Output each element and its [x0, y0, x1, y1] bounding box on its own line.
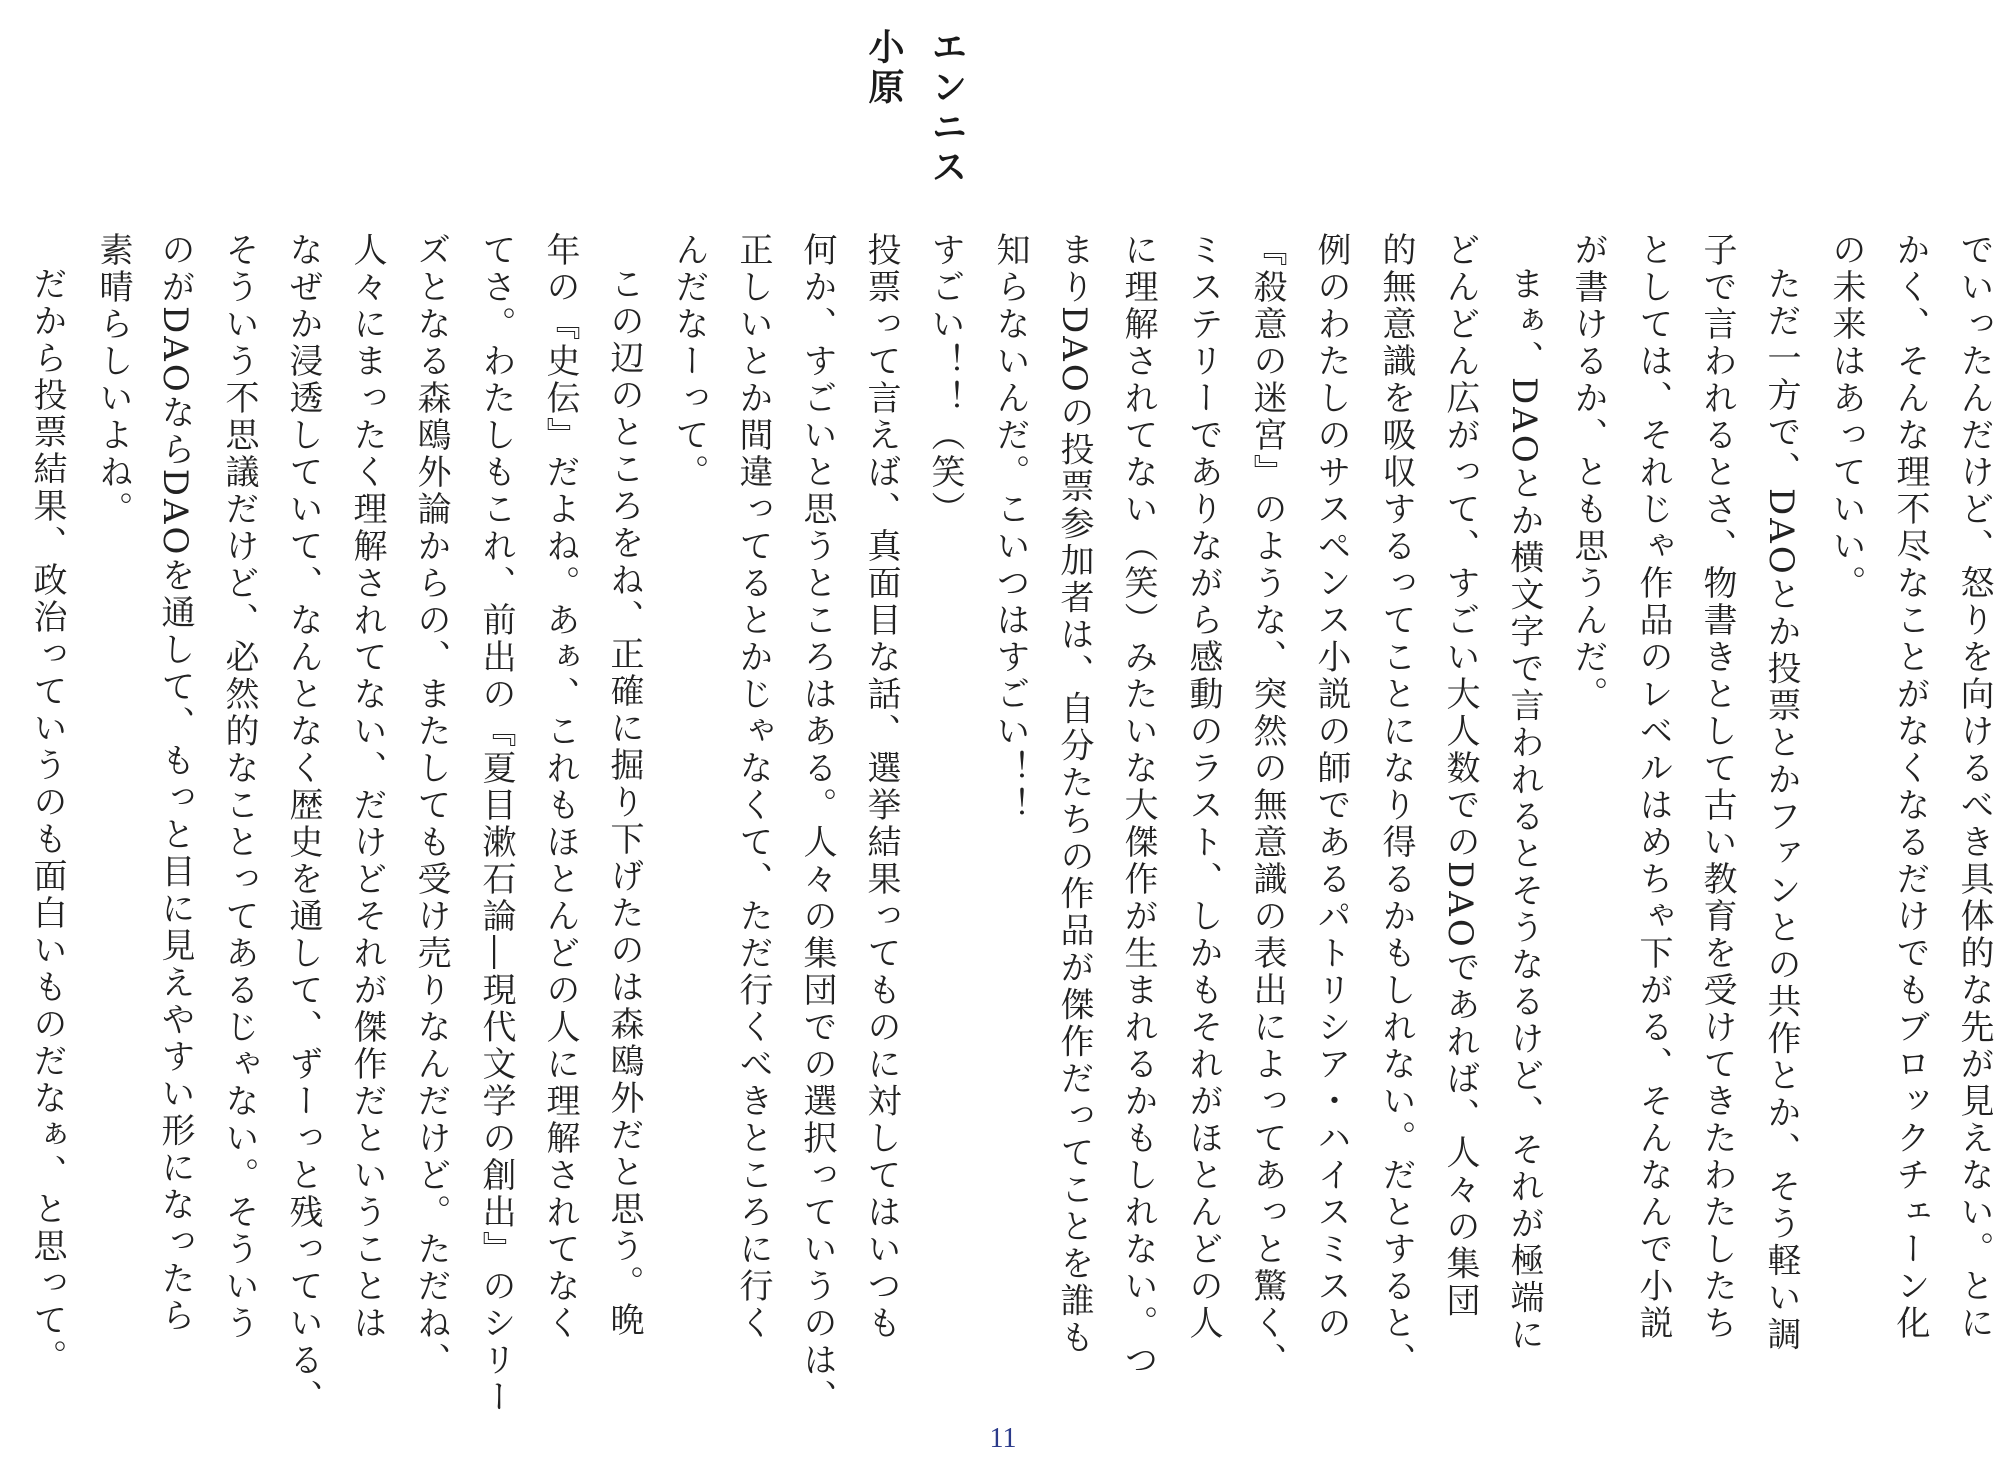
text-column-22: この辺のところをね、正確に掘り下げたのは森鴎外だと思う。晩 — [604, 266, 644, 1339]
text-column-8: まぁ、DAOとか横文字で言われるとそうなるけど、それが極端に — [1504, 266, 1544, 1354]
text-column-21: んだなーって。 — [669, 232, 709, 491]
text-column-15: まりDAOの投票参加者は、自分たちの作品が傑作だってことを誰も — [1054, 232, 1094, 1357]
text-column-19: 何か、すごいと思うところはある。人々の集団での選択っていうのは、 — [797, 232, 837, 1416]
text-column-17: すごい！！（笑） — [925, 232, 965, 528]
text-column-18: 投票って言えば、真面目な話、選挙結果ってものに対してはいつも — [861, 232, 901, 1342]
text-column-14: に理解されてない（笑）みたいな大傑作が生まれるかもしれない。つ — [1118, 232, 1158, 1379]
text-column-10: 的無意識を吸収するってことになり得るかもしれない。だとすると、 — [1376, 232, 1416, 1379]
text-column-16: 知らないんだ。こいつはすごい！！ — [990, 232, 1030, 824]
text-column-6: としては、それじゃ作品のレベルはめちゃ下がる、そんなんで小説 — [1633, 232, 1673, 1342]
text-column-9: どんどん広がって、すごい大人数でのDAOであれば、人々の集団 — [1440, 232, 1480, 1320]
text-column-29: のがDAOならDAOを通して、もっと目に見えやすい形になったら — [155, 232, 195, 1335]
text-column-27: なぜか浸透していて、なんとなく歴史を通して、ずーっと残っている、 — [283, 232, 323, 1416]
text-column-31: だから投票結果、政治っていうのも面白いものだなぁ、と思って。 — [27, 266, 67, 1376]
text-column-25: ズとなる森鴎外論からの、またしても受け売りなんだけど。ただね、 — [411, 232, 451, 1379]
text-column-24: てさ。わたしもこれ、前出の『夏目漱石論―現代文学の創出』のシリー — [476, 232, 516, 1416]
text-column-28: そういう不思議だけど、必然的なことってあるじゃない。そういう — [219, 232, 259, 1342]
text-column-4: ただ一方で、DAOとか投票とかファンとの共作とか、そう軽い調 — [1761, 266, 1801, 1354]
text-column-13: ミステリーでありながら感動のラスト、しかもそれがほとんどの人 — [1183, 232, 1223, 1342]
text-column-30: 素晴らしいよね。 — [93, 232, 133, 528]
text-column-23: 年の『史伝』だよね。あぁ、これもほとんどの人に理解されてなく — [540, 232, 580, 1342]
text-column-1: でいったんだけど、怒りを向けるべき具体的な先が見えない。とに — [1954, 232, 1994, 1342]
speaker-label-ennis: エンニス — [926, 28, 967, 188]
page-number: 11 — [989, 1423, 1017, 1454]
speaker-label-ohara: 小原 — [863, 28, 904, 108]
text-column-2: かく、そんな理不尽なことがなくなるだけでもブロックチェーン化 — [1890, 232, 1930, 1342]
text-column-20: 正しいとか間違ってるとかじゃなくて、ただ行くべきところに行く — [733, 232, 773, 1342]
text-column-7: が書けるか、とも思うんだ。 — [1568, 232, 1608, 713]
text-column-3: の未来はあっていい。 — [1826, 232, 1866, 602]
text-column-5: 子で言われるとさ、物書きとして古い教育を受けてきたわたしたち — [1697, 232, 1737, 1342]
text-column-12: 『殺意の迷宮』のような、突然の無意識の表出によってあっと驚く、 — [1247, 232, 1287, 1379]
text-column-11: 例のわたしのサスペンス小説の師であるパトリシア・ハイスミスの — [1311, 232, 1351, 1342]
text-column-26: 人々にまったく理解されてない、だけどそれが傑作だということは — [347, 232, 387, 1342]
